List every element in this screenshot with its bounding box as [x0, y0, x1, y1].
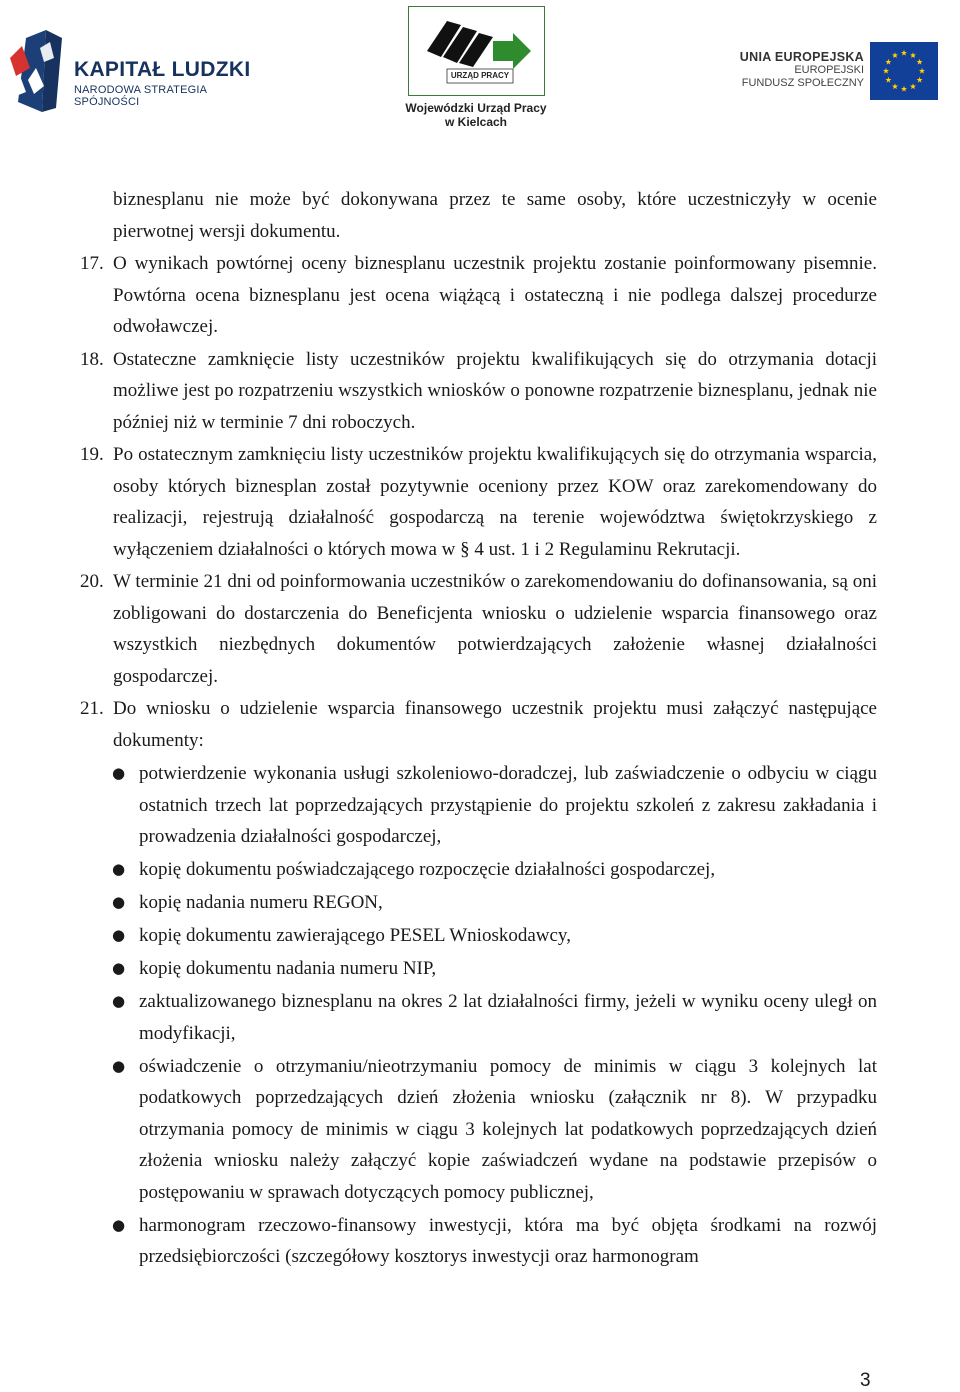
wup-logo-frame [408, 6, 545, 96]
eu-title: UNIA EUROPEJSKA [739, 50, 864, 64]
bullet-text: kopię dokumentu zawierającego PESEL Wnioskodawcy, [139, 925, 571, 946]
attachment-list [0, 758, 960, 1273]
item-number: 21. [80, 698, 104, 719]
page-number: 3 [860, 1370, 871, 1391]
item-text: W terminie 21 dni od poinformowania uczestników o zarekomendowaniu do dofinansowania, są oni zobligowani do dostarczenia do Beneficjenta wniosku o udzielenie wsparcia finansowego oraz wszystkich niezbędnych dokumentów potwierdzających założenie własnej działalności gospodarczej. [113, 571, 877, 687]
item-text: Po ostatecznym zamknięciu listy uczestników projektu kwalifikujących się do otrzymania wsparcia, osoby których biznesplan został pozytywnie oceniony przez KOW oraz zarekomendowany do realizacji, rejestrują działalność gospodarczą na terenie województwa świętokrzyskiego z wyłączeniem działalności o których mowa w § 4 ust. 1 i 2 Regulaminu Rekrutacji. [113, 444, 877, 560]
wup-logo [384, 6, 568, 130]
bullet-item [0, 887, 877, 919]
kapital-ludzki-emblem-icon [6, 28, 68, 114]
bullet-item [0, 854, 877, 886]
bullet-icon: ● [112, 992, 126, 1010]
bullet-item [0, 986, 877, 1049]
bullet-icon: ● [112, 926, 126, 944]
item-number: 18. [80, 348, 104, 370]
item-text: O wynikach powtórnej oceny biznesplanu uczestnik projektu zostanie poinformowany pisemnie. Powtórna ocena biznesplanu jest ocena wiążącą i ostateczną i nie podlega dalszej procedurze odwoławczej. [113, 253, 877, 337]
item-text: Ostateczne zamknięcie listy uczestników projektu kwalifikujących się do otrzymania dotacji możliwe jest po rozpatrzeniu wszystkich wniosków o ponowne rozpatrzenie biznesplanu, jednak nie później niż w terminie 7 dni roboczych. [113, 348, 877, 433]
item-number: 19. [80, 444, 104, 465]
bullet-item [0, 758, 877, 853]
bullet-text: harmonogram rzeczowo-finansowy inwestycji, która ma być objęta środkami na rozwój przedsiębiorczości (szczegółowy kosztorys inwestycji oraz harmonogram [139, 1214, 877, 1267]
wup-badge-text: URZĄD PRACY [450, 71, 510, 80]
item-number: 20. [80, 571, 104, 592]
eu-logo [726, 40, 936, 102]
list-item [0, 248, 877, 343]
list-item [0, 344, 877, 439]
bullet-text: oświadczenie o otrzymaniu/nieotrzymaniu pomocy de minimis w ciągu 3 kolejnych lat podatkowych poprzedzających dzień złożenia wniosku (załącznik nr 8). W przypadku otrzymania pomocy de minimis w ciągu 3 kolejnych lat podatkowych poprzedzających dzień złożenia wniosku należy załączyć kopie zaświadczeń wydane na podstawie przepisów o postępowaniu w sprawach dotyczących pomocy publicznej, [139, 1055, 877, 1203]
bullet-text: kopię dokumentu poświadczającego rozpoczęcie działalności gospodarczej, [139, 859, 716, 880]
wup-name [384, 101, 568, 129]
item-text: Do wniosku o udzielenie wsparcia finansowego uczestnik projektu musi załączyć następujące dokumenty: [113, 698, 877, 751]
kapital-ludzki-title: KAPITAŁ LUDZKI [74, 58, 251, 81]
bullet-text: potwierdzenie wykonania usługi szkoleniowo-doradczej, lub zaświadczenie o odbyciu w ciągu ostatnich trzech lat poprzedzających przystąpienie do projektu szkoleń z zakresu zakładania i prowadzenia działalności gospodarczej, [139, 763, 877, 847]
list-item [0, 693, 877, 756]
bullet-icon: ● [112, 893, 126, 911]
wup-name-line2: w Kielcach [444, 115, 508, 129]
bullet-text: kopię nadania numeru REGON, [139, 892, 383, 913]
eu-flag-icon [870, 42, 938, 100]
list-item [0, 439, 877, 565]
bullet-text: kopię dokumentu nadania numeru NIP, [139, 958, 437, 979]
bullet-text: zaktualizowanego biznesplanu na okres 2 lat działalności firmy, jeżeli w wyniku oceny uległ on modyfikacji, [139, 991, 877, 1044]
bullet-icon: ● [112, 1215, 126, 1234]
eu-line2: EUROPEJSKI [794, 64, 864, 76]
bullet-item [0, 920, 877, 952]
continuation-paragraph: biznesplanu nie może być dokonywana przez te same osoby, które uczestniczyły w ocenie pierwotnej wersji dokumentu. [113, 189, 877, 242]
kapital-ludzki-logo [6, 28, 266, 114]
bullet-item [0, 1051, 877, 1209]
bullet-icon: ● [112, 764, 126, 782]
bullet-item [0, 953, 877, 985]
document-body [0, 184, 960, 1274]
eu-line3: FUNDUSZ SPOŁECZNY [741, 77, 864, 89]
bullet-icon: ● [112, 959, 126, 977]
item-number: 17. [80, 253, 104, 274]
bullet-item [0, 1210, 877, 1273]
kapital-ludzki-subtitle: NARODOWA STRATEGIA SPÓJNOŚCI [74, 84, 207, 108]
wup-name-line1: Wojewódzki Urząd Pracy [405, 101, 547, 115]
bullet-icon: ● [112, 1056, 126, 1075]
list-item [0, 566, 877, 692]
bullet-icon: ● [112, 860, 126, 878]
